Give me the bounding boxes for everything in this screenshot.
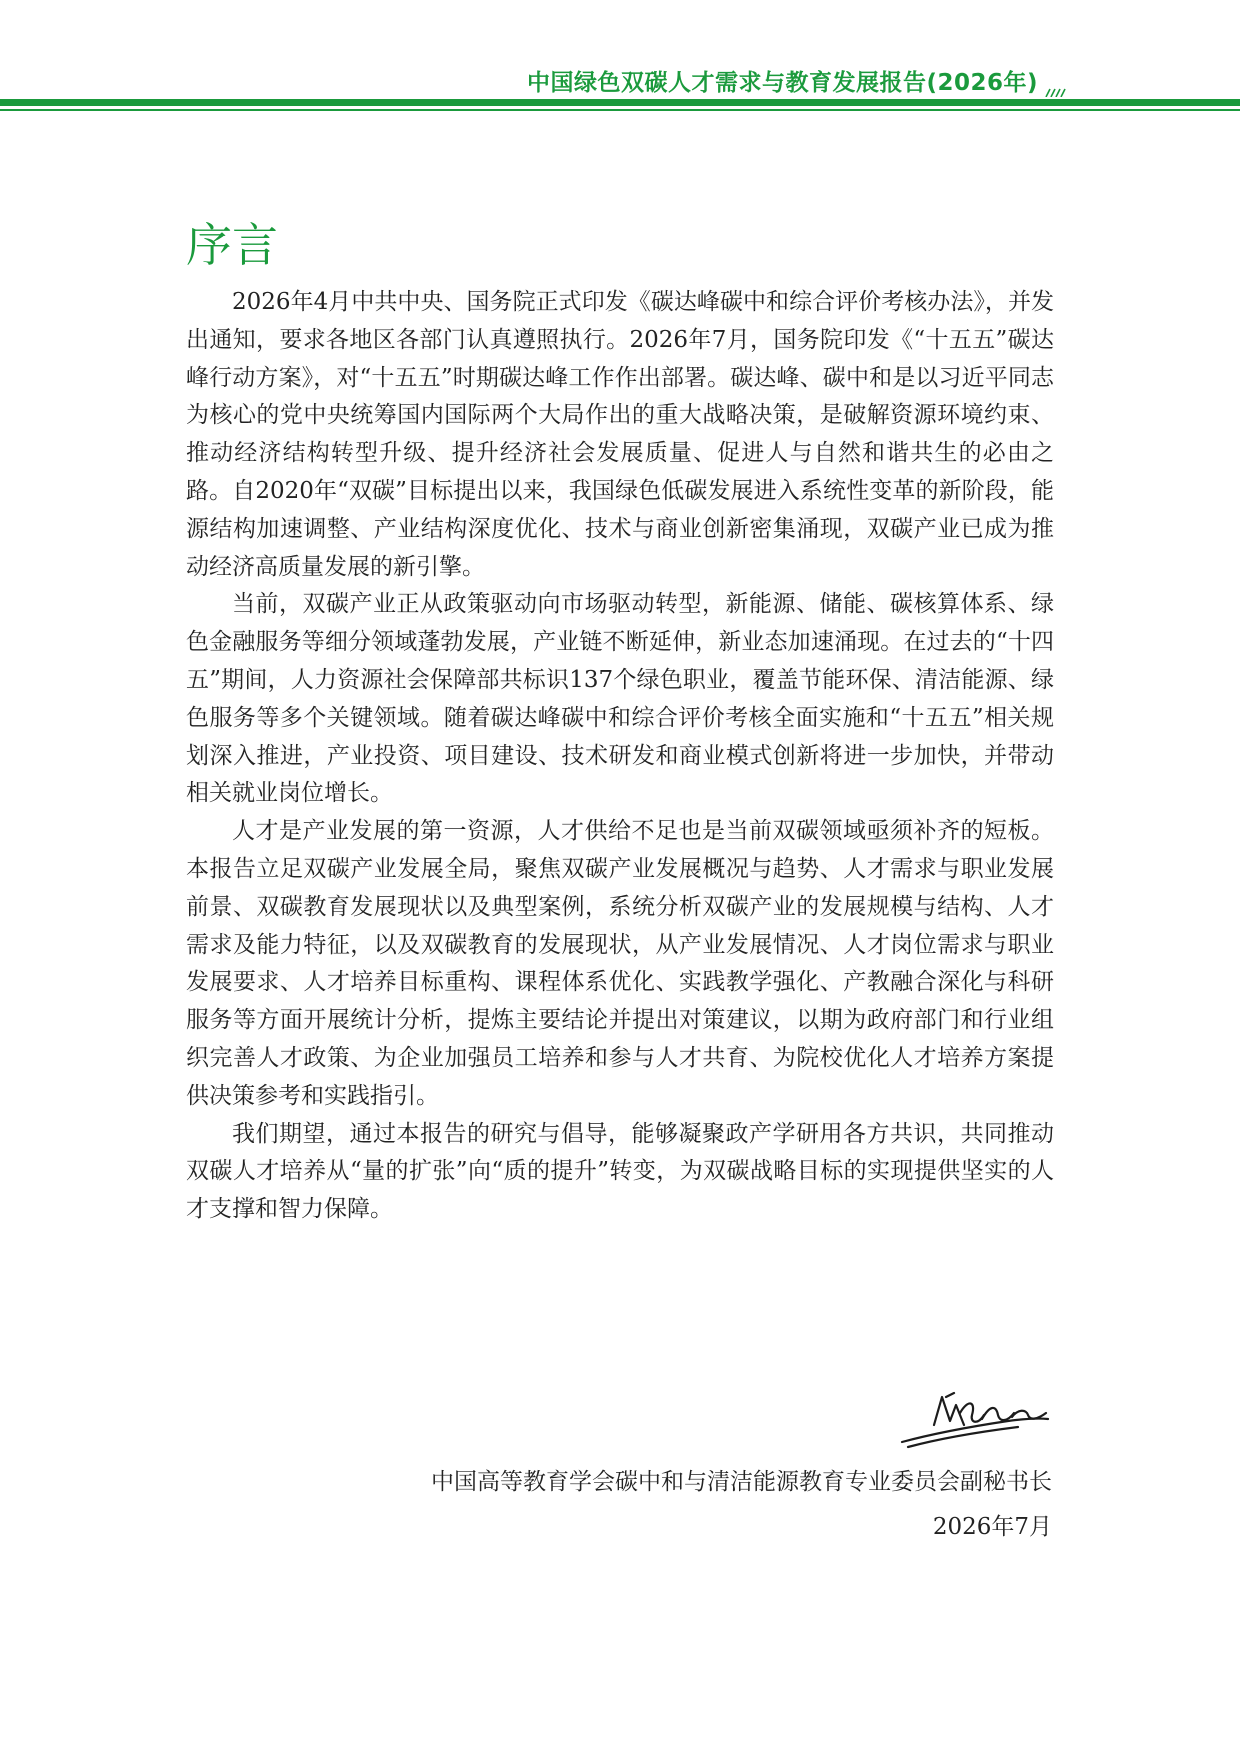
handwritten-signature xyxy=(898,1375,1058,1455)
header-rule-thick xyxy=(0,99,1240,106)
page-header xyxy=(0,0,1240,120)
header-rule-thin xyxy=(0,109,1240,111)
signatory-affiliation: 中国高等教育学会碳中和与清洁能源教育专业委员会副秘书长 xyxy=(431,1469,1052,1495)
report-running-title: 中国绿色双碳人才需求与教育发展报告(2026年) xyxy=(526,70,1038,96)
paragraph: 当前，双碳产业正从政策驱动向市场驱动转型，新能源、储能、碳核算体系、绿色金融服务等细分领域蓬勃发展，产业链不断延伸，新业态加速涌现。在过去的“十四五”期间，人力资源社会保障部共标识137个绿色职业，覆盖节能环保、清洁能源、绿色服务等多个关键领域。随着碳达峰碳中和综合评价考核全面实施和“十五五”相关规划深入推进，产业投资、项目建设、技术研发和商业模式创新将进一步加快，并带动相关就业岗位增长。 xyxy=(186,591,1054,807)
paragraph: 2026年4月中共中央、国务院正式印发《碳达峰碳中和综合评价考核办法》，并发出通知，要求各地区各部门认真遵照执行。2026年7月，国务院印发《“十五五”碳达峰行动方案》，对“十五五”时期碳达峰工作作出部署。碳达峰、碳中和是以习近平同志为核心的党中央统筹国内国际两个大局作出的重大战略决策，是破解资源环境约束、推动经济结构转型升级、提升经济社会发展质量、促进人与自然和谐共生的必由之路。自2020年“双碳”目标提出以来，我国绿色低碳发展进入系统性变革的新阶段，能源结构加速调整、产业结构深度优化、技术与商业创新密集涌现，双碳产业已成为推动经济高质量发展的新引擎。 xyxy=(186,289,1054,580)
hatch-mark-icon xyxy=(1045,86,1067,97)
paragraph: 人才是产业发展的第一资源，人才供给不足也是当前双碳领域亟须补齐的短板。本报告立足双碳产业发展全局，聚焦双碳产业发展概况与趋势、人才需求与职业发展前景、双碳教育发展现状以及典型案例，系统分析双碳产业的发展规模与结构、人才需求及能力特征，以及双碳教育的发展现状，从产业发展情况、人才岗位需求与职业发展要求、人才培养目标重构、课程体系优化、实践教学强化、产教融合深化与科研服务等方面开展统计分析，提炼主要结论并提出对策建议，以期为政府部门和行业组织完善人才政策、为企业加强员工培养和参与人才共育、为院校优化人才培养方案提供决策参考和实践指引。 xyxy=(186,818,1054,1109)
paragraph: 我们期望，通过本报告的研究与倡导，能够凝聚政产学研用各方共识，共同推动双碳人才培养从“量的扩张”向“质的提升”转变，为双碳战略目标的实现提供坚实的人才支撑和智力保障。 xyxy=(186,1120,1054,1223)
preface-heading: 序言 xyxy=(186,218,278,272)
preface-date: 2026年7月 xyxy=(932,1514,1052,1540)
preface-body xyxy=(186,284,1054,1229)
